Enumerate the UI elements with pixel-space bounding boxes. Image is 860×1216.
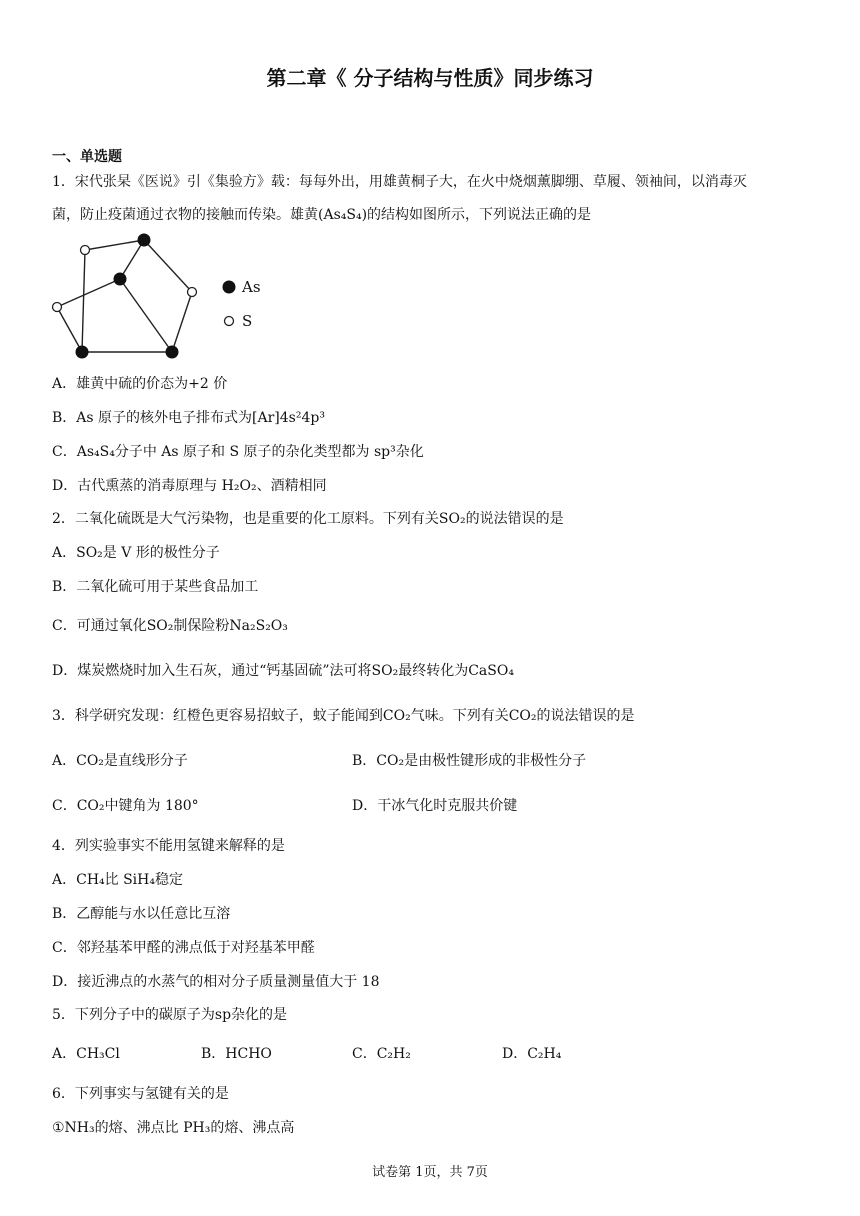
as-atom bbox=[166, 346, 179, 359]
page-footer: 试卷第 1页，共 7页 bbox=[372, 1165, 488, 1180]
q3-stem: 3．科学研究发现：红橙色更容易招蚊子，蚊子能闻到CO₂气味。下列有关CO₂的说法错误的是 bbox=[52, 708, 635, 724]
as-atom bbox=[138, 234, 151, 247]
page-title: 第二章《 分子结构与性质》同步练习 bbox=[266, 66, 594, 90]
q3-option-a: A．CO₂是直线形分子 bbox=[52, 753, 188, 769]
q4-option-c: C．邻羟基苯甲醛的沸点低于对羟基苯甲醛 bbox=[52, 940, 315, 956]
q1-stem-line2: 菌，防止疫菌通过衣物的接触而传染。雄黄(As₄S₄)的结构如图所示，下列说法正确的是 bbox=[52, 207, 592, 223]
legend-as-marker bbox=[223, 281, 236, 294]
q1-option-b: B．As 原子的核外电子排布式为[Ar]4s²4p³ bbox=[52, 410, 325, 426]
as4s4-structure-diagram bbox=[45, 228, 285, 368]
q4-option-b: B．乙醇能与水以任意比互溶 bbox=[52, 906, 231, 922]
q1-option-c: C．As₄S₄分子中 As 原子和 S 原子的杂化类型都为 sp³杂化 bbox=[52, 444, 424, 460]
q5-option-b: B．HCHO bbox=[201, 1046, 272, 1062]
legend-s-label: S bbox=[242, 312, 253, 330]
q2-stem: 2．二氧化硫既是大气污染物，也是重要的化工原料。下列有关SO₂的说法错误的是 bbox=[52, 511, 564, 527]
as-atom bbox=[114, 273, 127, 286]
q2-option-b: B．二氧化硫可用于某些食品加工 bbox=[52, 579, 259, 595]
as-atom bbox=[76, 346, 89, 359]
q2-option-d: D．煤炭燃烧时加入生石灰，通过“钙基固硫”法可将SO₂最终转化为CaSO₄ bbox=[52, 663, 514, 679]
q3-option-c: C．CO₂中键角为 180° bbox=[52, 798, 199, 814]
s-atom bbox=[188, 288, 197, 297]
q1-option-d: D．古代熏蒸的消毒原理与 H₂O₂、酒精相同 bbox=[52, 478, 327, 494]
q2-option-a: A．SO₂是 V 形的极性分子 bbox=[52, 545, 220, 561]
s-atom bbox=[81, 246, 90, 255]
q5-option-c: C．C₂H₂ bbox=[352, 1046, 411, 1062]
q4-option-d: D．接近沸点的水蒸气的相对分子质量测量值大于 18 bbox=[52, 974, 380, 990]
q6-item-1: ①NH₃的熔、沸点比 PH₃的熔、沸点高 bbox=[52, 1120, 295, 1136]
q3-option-b: B．CO₂是由极性键形成的非极性分子 bbox=[352, 753, 587, 769]
q4-option-a: A．CH₄比 SiH₄稳定 bbox=[52, 872, 183, 888]
legend-s-marker bbox=[225, 317, 234, 326]
q5-stem: 5．下列分子中的碳原子为sp杂化的是 bbox=[52, 1007, 288, 1023]
q5-option-d: D．C₂H₄ bbox=[502, 1046, 562, 1062]
q5-option-a: A．CH₃Cl bbox=[52, 1046, 120, 1062]
q2-option-c: C．可通过氧化SO₂制保险粉Na₂S₂O₃ bbox=[52, 618, 288, 634]
q4-stem: 4．列实验事实不能用氢键来解释的是 bbox=[52, 838, 285, 854]
s-atom bbox=[53, 303, 62, 312]
legend-as-label: As bbox=[242, 278, 261, 296]
q1-stem-line1: 1．宋代张杲《医说》引《集验方》载：每每外出，用雄黄桐子大，在火中烧烟薰脚绷、草履、领袖间，以消毒灭 bbox=[52, 174, 747, 190]
q6-stem: 6．下列事实与氢键有关的是 bbox=[52, 1086, 229, 1102]
q3-option-d: D．干冰气化时克服共价键 bbox=[352, 798, 518, 814]
q1-option-a: A．雄黄中硫的价态为+2 价 bbox=[52, 376, 228, 392]
section-heading: 一、单选题 bbox=[52, 149, 122, 165]
